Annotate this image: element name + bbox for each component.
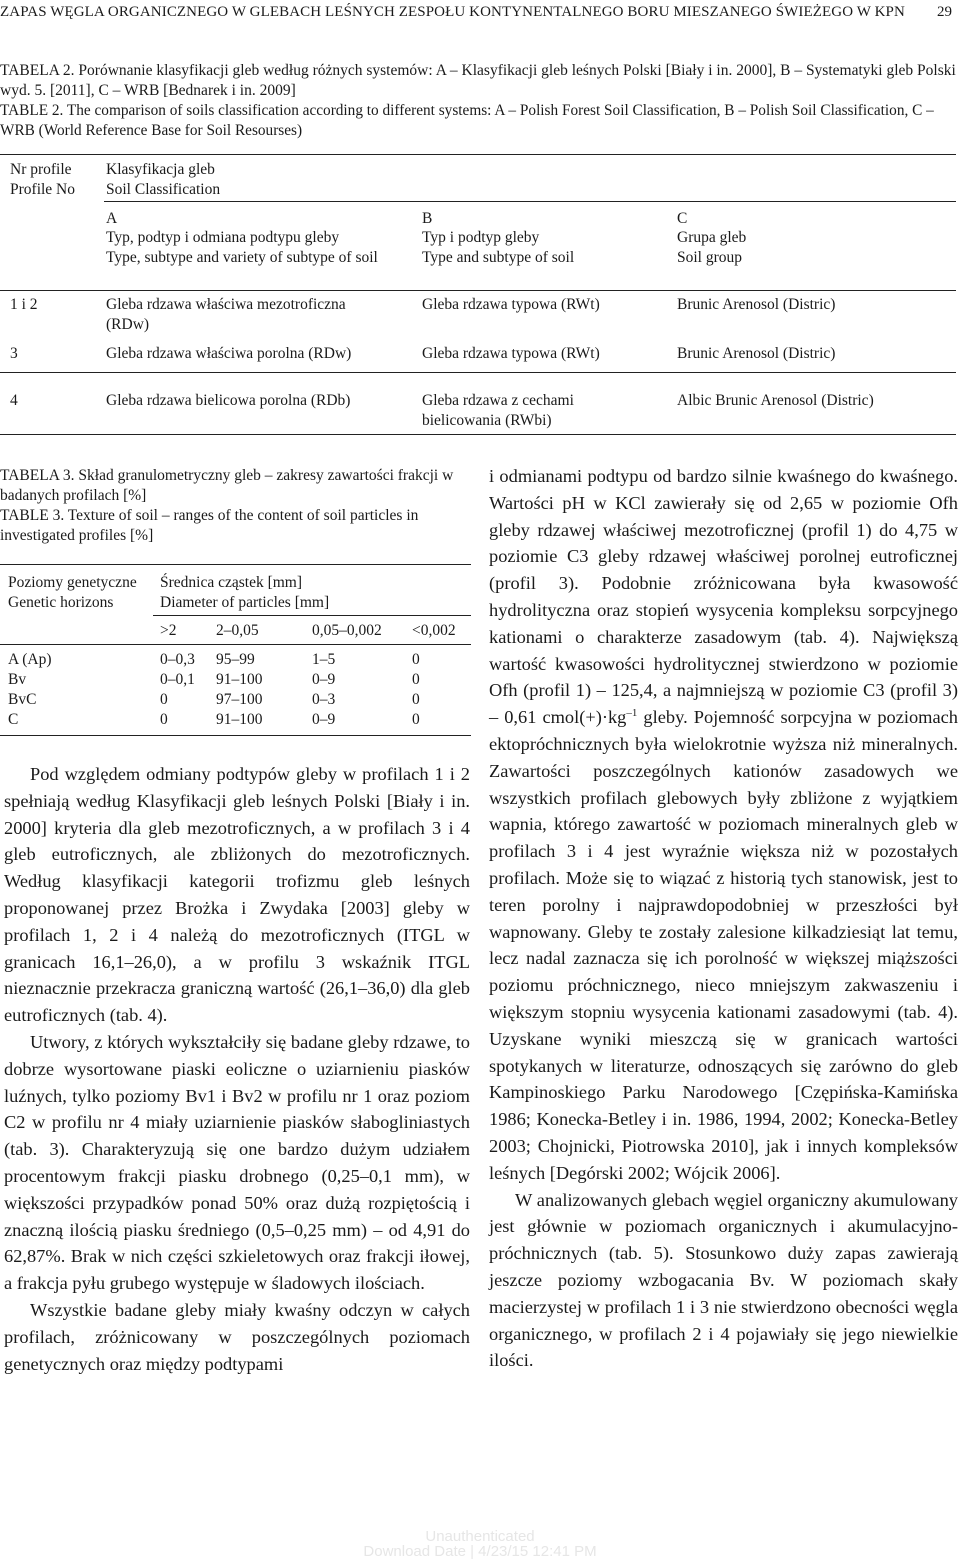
table-cell: 0	[412, 671, 420, 688]
table2-head-b-pl: Typ i podtyp gleby	[422, 229, 540, 246]
table3-sub-rule	[153, 615, 471, 616]
table2-row-rule	[0, 372, 956, 373]
table2-bottom-rule	[0, 434, 956, 435]
left-column	[4, 761, 470, 1377]
table2-head-b-en: Type and subtype of soil	[422, 249, 575, 266]
table2-head-c-en: Soil group	[677, 249, 743, 266]
running-title: ZAPAS WĘGLA ORGANICZNEGO W GLEBACH LEŚNYCH ZESPOŁU KONTYNENTALNEGO BORU MIESZANEGO ŚWIEŻEGO W KPN	[0, 4, 905, 20]
table2-head-klas-en: Soil Classification	[106, 181, 221, 198]
table2-head-rule	[0, 290, 956, 291]
watermark-line-2: Download Date | 4/23/15 12:41 PM	[363, 1543, 597, 1560]
table-cell: Gleba rdzawa typowa (RWt)	[422, 345, 600, 362]
table-cell: Gleba rdzawa typowa (RWt)	[422, 296, 600, 313]
table-cell: 3	[10, 345, 18, 362]
table3-top-rule	[0, 564, 471, 565]
table2-head-klas-pl: Klasyfikacja gleb	[106, 161, 215, 178]
table2-head-nr-en: Profile No	[10, 181, 76, 198]
table2-caption-pl: TABELA 2. Porównanie klasyfikacji gleb według różnych systemów: A – Klasyfikacji gleb leśnych Polski [Biały i in. 2000], B – Systematyki gleb Polski wyd. 5. [2011], C – WRB [Bednarek i in. 2009]	[0, 62, 956, 99]
table-cell: 0	[412, 651, 420, 668]
table2-head-a-pl: Typ, podtyp i odmiana podtypu gleby	[106, 229, 340, 246]
table2-head-c: C	[677, 210, 688, 227]
table2-head-c-pl: Grupa gleb	[677, 229, 747, 246]
table3-fraction-head: 0,05–0,002	[312, 622, 382, 639]
table2-head-nr-pl: Nr profile	[10, 161, 72, 178]
paragraph	[489, 463, 958, 1187]
paragraph: Utwory, z których wykształciły się badane gleby rdzawe, to dobrze wysortowane piaski eoliczne o uziarnieniu piasków luźnych, tylko poziomy Bv1 i Bv2 w profilu nr 1 oraz poziom C2 w profilu nr 4 miały uziarnienie piasków słabogliniastych (tab. 3). Charakteryzują się one bardzo dużym udziałem procentowym frakcji piasku drobnego (0,25–0,1 mm), w większości przypadków ponad 50% oraz dużą rozpiętością i znaczną ilością piasku średniego (0,5–0,25 mm) – od 4,91 do 62,87%. Brak w nich części szkieletowych oraz frakcji iłowej, a frakcja pyłu grubego występuje w śladowych ilościach.	[4, 1031, 470, 1294]
table3-caption	[0, 466, 470, 546]
table3-fraction-head: <0,002	[412, 622, 456, 639]
table-cell: Gleba rdzawa właściwa porolna (RDw)	[106, 345, 352, 362]
table2-sub-rule	[104, 201, 956, 202]
table-cell: Gleba rdzawa właściwa mezotroficzna (RDw)	[106, 296, 346, 333]
table-cell: 0–3	[312, 691, 336, 708]
table-cell: Gleba rdzawa bielicowa porolna (RDb)	[106, 392, 351, 409]
table-cell: 0	[412, 711, 420, 728]
table-cell: Albic Brunic Arenosol (Distric)	[677, 392, 874, 409]
table-cell: 91–100	[216, 671, 263, 688]
table2-head-a-en: Type, subtype and variety of subtype of soil	[106, 249, 378, 266]
table-cell: C	[8, 711, 19, 728]
table-cell: A (Ap)	[8, 651, 52, 668]
table-cell: 0–0,3	[160, 651, 195, 668]
table3-fraction-head: >2	[160, 622, 177, 639]
table2-head-b: B	[422, 210, 433, 227]
table3-head-hor-en: Genetic horizons	[8, 594, 114, 611]
table-cell: 0–0,1	[160, 671, 195, 688]
paragraph: Pod względem odmiany podtypów gleby w profilach 1 i 2 spełniają według Klasyfikacji gleb leśnych Polski [Biały i in. 2000] kryteria dla gleb mezotroficznych, a w profilach 3 i 4 gleb eutroficznych, ale zbliżonych do mezotroficznych. Według klasyfikacji kategorii trofizmu gleb leśnych proponowanej przez Brożka i Zwydaka [2003] gleby w profilach 1, 2 i 4 należą do mezotroficznych (ITGL w granicach 16,1–26,0), a w profilu 3 wskaźnik ITGL nieznacznie przekracza graniczną wartość (26,1–36,0) dla gleb eutroficznych (tab. 4).	[4, 764, 470, 1026]
page-number: 29	[937, 4, 952, 20]
table-cell: 1–5	[312, 651, 336, 668]
table3-head-hor-pl: Poziomy genetyczne	[8, 574, 137, 591]
table-cell: 97–100	[216, 691, 263, 708]
table-cell: Brunic Arenosol (Distric)	[677, 296, 836, 313]
table-cell: Brunic Arenosol (Distric)	[677, 345, 836, 362]
table-cell: Bv	[8, 671, 27, 688]
table-cell: 95–99	[216, 651, 255, 668]
table-cell: 0–9	[312, 711, 336, 728]
table-cell: Gleba rdzawa z cechami bielicowania (RWbi)	[422, 392, 574, 429]
table-cell: 1 i 2	[10, 296, 38, 313]
watermark-line-1: Unauthenticated	[425, 1528, 535, 1545]
paragraph-part: i odmianami podtypu od bardzo silnie kwaśnego do kwaśnego. Wartości pH w KCl zawierały się od 2,65 w poziomie Ofh gleby rdzawej właściwej mezotroficznej (profil 1) do 4,75 w poziomie C3 gleby rdzawej właściwej porolnej eutroficznej (profil 3). Podobnie zróżnicowana była kwasowość hydrolityczna oraz stopień wysycenia kompleksu sorpcyjnego kationami o charakterze zasadowym (tab. 4). Największą wartość kwasowości hydrolitycznej stwierdzono w poziomie Ofh (profil 1) – 125,4, a najmniejszą w poziomie C3 (profil 3) – 0,61 cmol(+)·kg	[489, 466, 958, 728]
table2-top-rule	[0, 154, 956, 155]
table-cell: 0	[412, 691, 420, 708]
table2-head-a: A	[106, 210, 118, 227]
table3-caption-pl: TABELA 3. Skład granulometryczny gleb – zakresy zawartości frakcji w badanych profilach [%]	[0, 467, 454, 504]
table3-head-diam-pl: Średnica cząstek [mm]	[160, 574, 303, 591]
table-cell: 4	[10, 392, 18, 409]
superscript: –1	[626, 707, 638, 720]
paragraph-part: gleby. Pojemność sorpcyjna w poziomach ektopróchnicznych była wielokrotnie wyższa niż mineralnych. Zawartości poszczególnych kationów zasadowych we wszystkich profilach glebowych były zbliżone z wyjątkiem wapnia, którego zawartość w poziomach mineralnych gleb w profilach 3 i 4 jest wyraźnie większa niż w pozostałych profilach. Może się to wiązać z historią tych stanowisk, jest to teren porolny i najprawdopodobniej w przeszłości był wapnowany. Gleby te zostały zalesione kilkadziesiąt lat temu, lecz nadal zaznacza się ich porolność w większej miąższości poziomu próchnicznego, nieco mniejszym zakwaszeniu i większym stopniu wysycenia kationami zasadowymi (tab. 4). Uzyskane wyniki mieszczą się w granicach wartości spotykanych w literaturze, odnoszących się zarówno do gleb Kampinoskiego Parku Narodowego [Czępińska-Kamińska 1986; Konecka-Betley i in. 1986, 1994, 2002; Konecka-Betley 2003; Chojnicki, Piotrowska 2010], jak i innych kompleksów leśnych [Degórski 2002; Wójcik 2006].	[489, 707, 959, 1183]
paragraph: W analizowanych glebach węgiel organiczny akumulowany jest głównie w poziomach organicznych i akumulacyjno-próchnicznych (tab. 5). Stosunkowo duży zapas zawierają jeszcze poziomy wzbogacania Bv. W poziomach skały macierzystej w profilach 1 i 3 nie stwierdzono obecności węgla organicznego, w profilach 2 i 4 pojawiały się jego niewielkie ilości.	[489, 1189, 958, 1371]
table-cell: BvC	[8, 691, 37, 708]
paragraph: Wszystkie badane gleby miały kwaśny odczyn w całych profilach, zróżnicowany w poszczególnych poziomach genetycznych oraz między podtypami	[4, 1299, 470, 1374]
table3-caption-en: TABLE 3. Texture of soil – ranges of the content of soil particles in investigated profiles [%]	[0, 507, 419, 544]
table2-caption	[0, 61, 956, 141]
table3-fraction-head: 2–0,05	[216, 622, 259, 639]
right-column	[489, 463, 958, 1374]
table2-caption-en: TABLE 2. The comparison of soils classification according to different systems: A – Polish Forest Soil Classification, B – Polish Soil Classification, C – WRB (World Reference Base for Soil Resourses)	[0, 102, 934, 139]
table-cell: 91–100	[216, 711, 263, 728]
table3-bottom-rule	[0, 735, 471, 736]
table-cell: 0	[160, 691, 168, 708]
table-cell: 0–9	[312, 671, 336, 688]
table-cell: 0	[160, 711, 168, 728]
table3-head-diam-en: Diameter of particles [mm]	[160, 594, 330, 611]
table3-head-rule	[0, 644, 471, 645]
